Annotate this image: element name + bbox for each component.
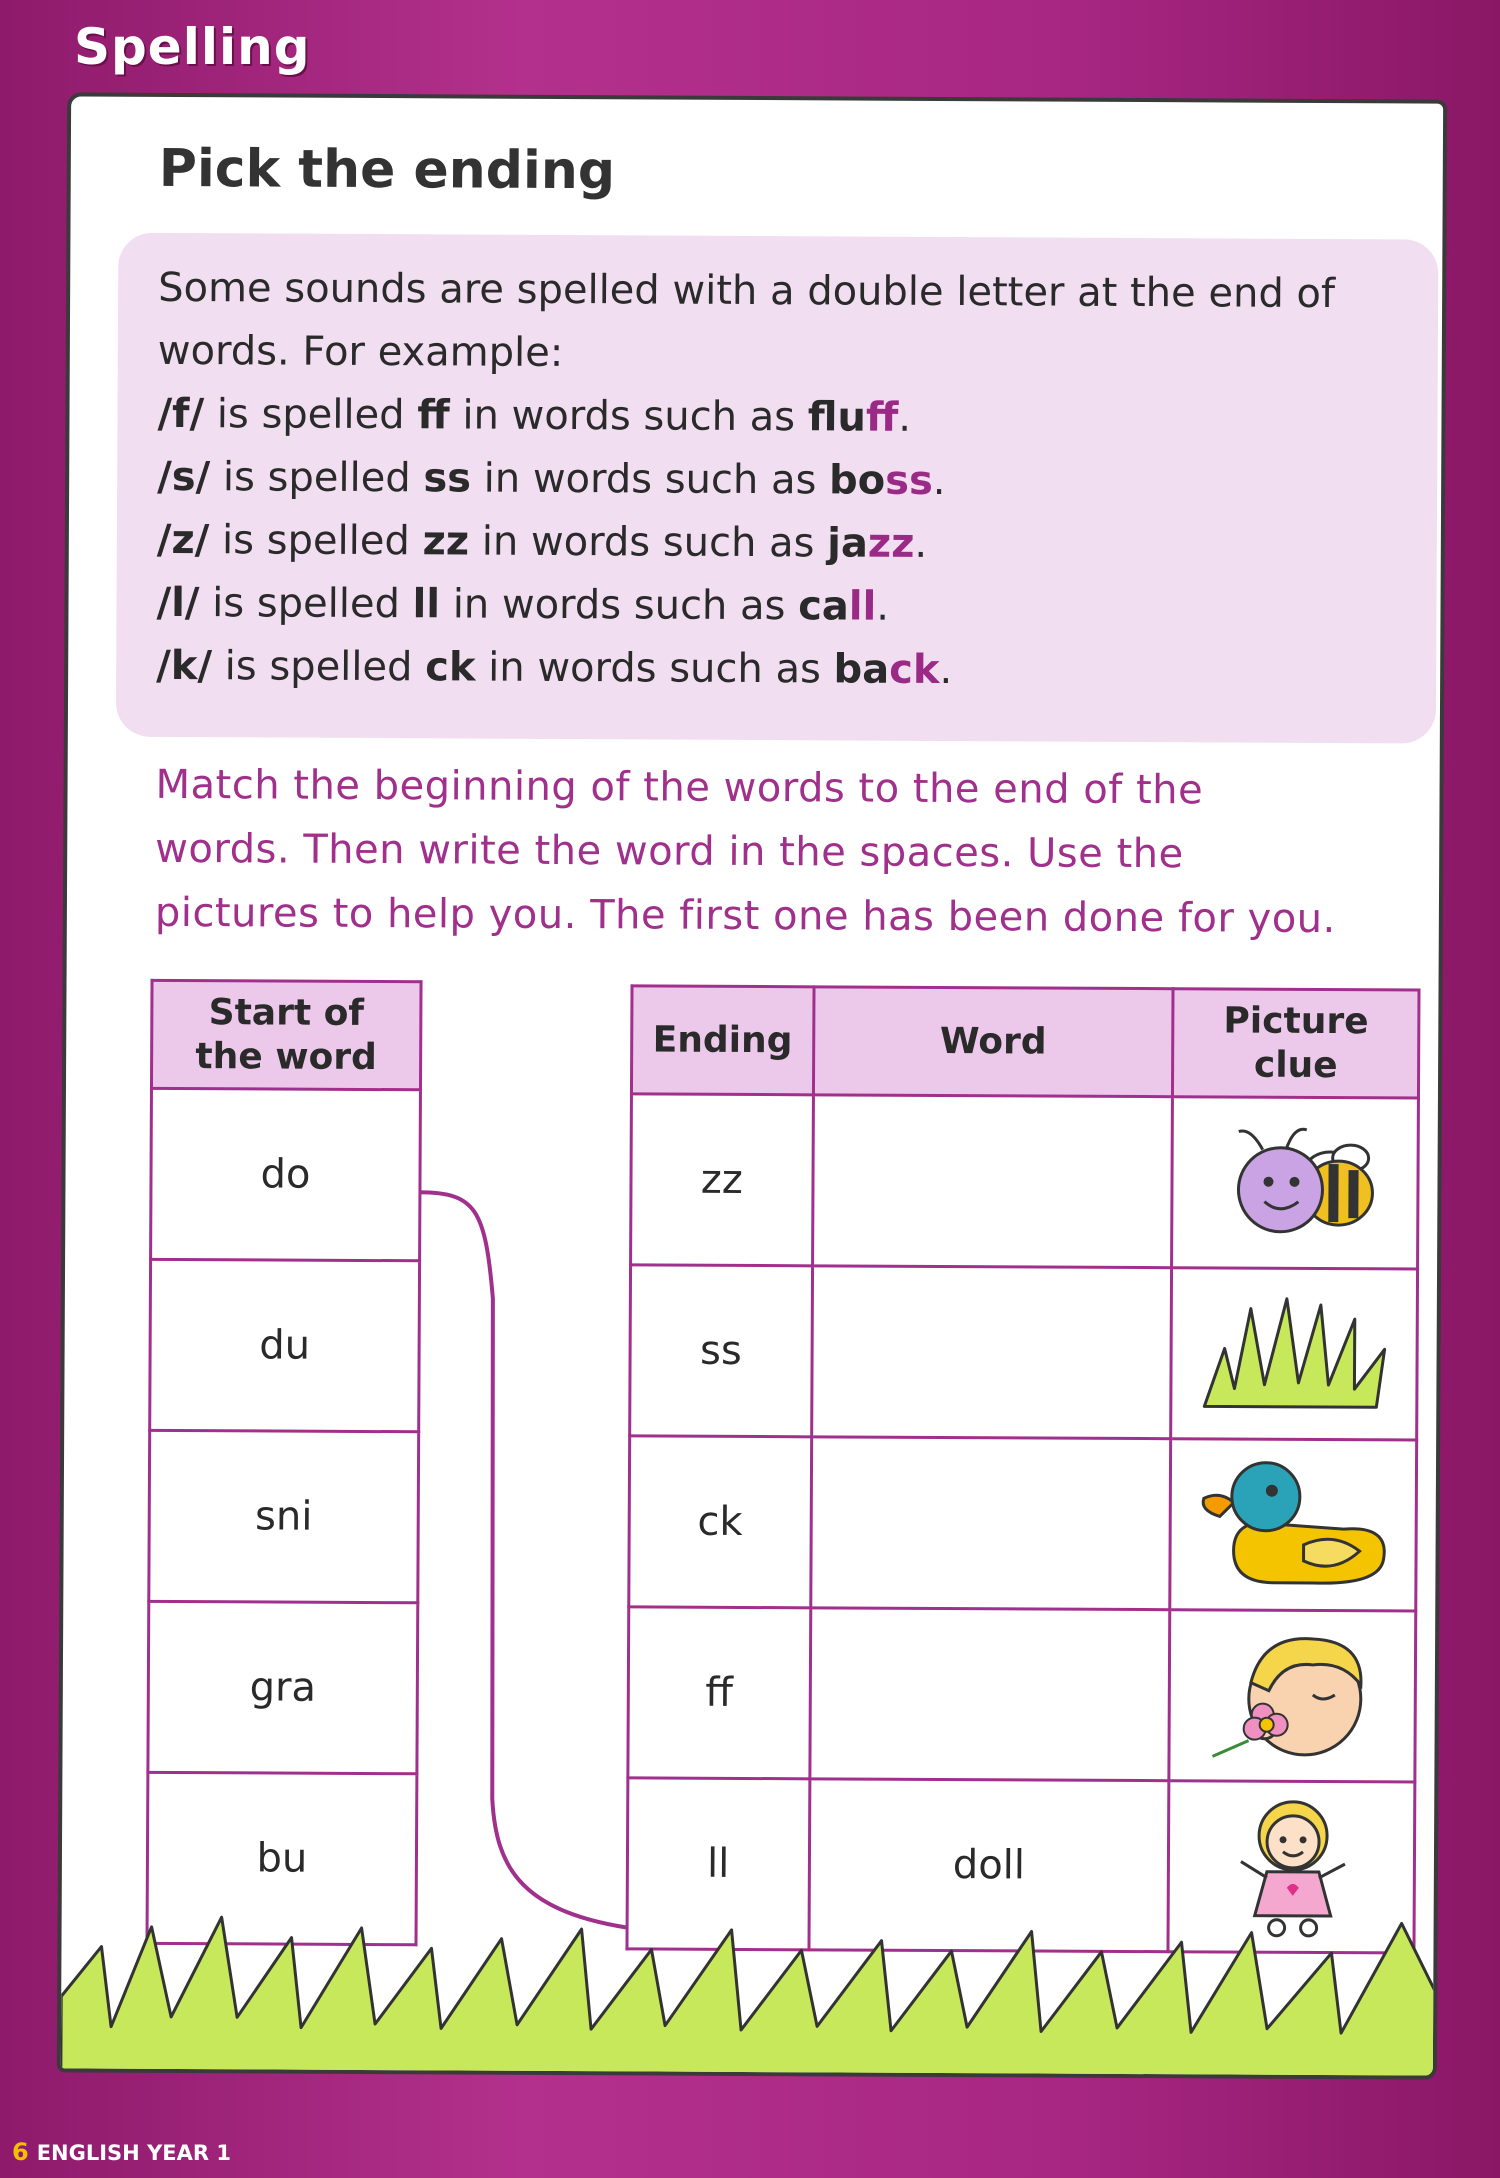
start-header bbox=[151, 980, 421, 1089]
table-row bbox=[629, 1436, 1417, 1611]
rule-line: /s/ is spelled ss in words such as boss. bbox=[157, 453, 946, 505]
word-header: Word bbox=[813, 987, 1173, 1097]
picture-clue-header bbox=[1173, 989, 1419, 1098]
header-line: clue bbox=[1253, 1044, 1338, 1086]
picture-cell bbox=[1169, 1610, 1416, 1782]
word-answer-field[interactable] bbox=[810, 1608, 1171, 1781]
instruction-line: Match the beginning of the words to the end of the bbox=[155, 761, 1204, 814]
word-start-cell[interactable]: gra bbox=[148, 1601, 418, 1773]
info-text bbox=[156, 257, 1418, 705]
section-label: Spelling bbox=[74, 18, 311, 76]
ending-cell[interactable]: ck bbox=[629, 1436, 812, 1608]
book-title: ENGLISH YEAR 1 bbox=[36, 2141, 231, 2165]
word-start-cell[interactable]: do bbox=[151, 1088, 421, 1260]
header-line: Picture bbox=[1223, 999, 1369, 1042]
rule-line: /l/ is spelled ll in words such as call. bbox=[156, 579, 890, 630]
ending-cell[interactable]: zz bbox=[631, 1094, 814, 1266]
header-line: Start of bbox=[208, 991, 365, 1034]
grass-icon bbox=[1194, 1288, 1395, 1419]
picture-cell bbox=[1171, 1268, 1418, 1440]
sniff-flower-icon bbox=[1192, 1620, 1393, 1771]
table-row bbox=[630, 1265, 1418, 1440]
header-line: the word bbox=[195, 1035, 377, 1078]
ending-table bbox=[625, 984, 1420, 1954]
picture-cell bbox=[1172, 1097, 1419, 1269]
word-start-cell[interactable]: sni bbox=[149, 1430, 419, 1602]
ending-cell[interactable]: ff bbox=[628, 1607, 811, 1779]
page-title: Pick the ending bbox=[158, 138, 616, 202]
match-line bbox=[411, 1178, 645, 1999]
instructions bbox=[155, 753, 1436, 952]
grass-decoration bbox=[61, 1876, 1442, 2079]
word-start-cell[interactable]: bu bbox=[147, 1772, 417, 1944]
info-intro-line: words. For example: bbox=[157, 327, 564, 377]
worksheet-card bbox=[57, 92, 1447, 2079]
rule-line: /z/ is spelled zz in words such as jazz. bbox=[156, 516, 928, 567]
word-answer-field[interactable] bbox=[811, 1266, 1172, 1439]
word-answer-field[interactable] bbox=[810, 1437, 1171, 1610]
word-start-cell[interactable]: du bbox=[150, 1259, 420, 1431]
duck-icon bbox=[1193, 1454, 1394, 1595]
word-answer-field[interactable]: doll bbox=[809, 1779, 1170, 1952]
table-row bbox=[628, 1607, 1416, 1782]
table-row bbox=[631, 1094, 1419, 1269]
word-answer-field[interactable] bbox=[812, 1095, 1173, 1268]
ending-header: Ending bbox=[631, 986, 813, 1095]
page-number: 6 bbox=[12, 2138, 29, 2166]
info-intro-line: Some sounds are spelled with a double letter at the end of bbox=[158, 264, 1336, 318]
start-of-word-table bbox=[145, 979, 422, 1946]
ending-cell[interactable]: ss bbox=[630, 1265, 813, 1437]
bee-icon bbox=[1210, 1117, 1381, 1248]
rule-line: /k/ is spelled ck in words such as back. bbox=[156, 642, 953, 694]
instruction-line: words. Then write the word in the spaces. Use the bbox=[155, 825, 1184, 878]
instruction-line: pictures to help you. The first one has been done for you. bbox=[154, 889, 1336, 943]
rule-line: /f/ is spelled ff in words such as fluff. bbox=[157, 390, 912, 441]
picture-cell bbox=[1170, 1439, 1417, 1611]
ending-cell[interactable]: ll bbox=[627, 1778, 810, 1950]
page-footer bbox=[12, 2138, 231, 2166]
